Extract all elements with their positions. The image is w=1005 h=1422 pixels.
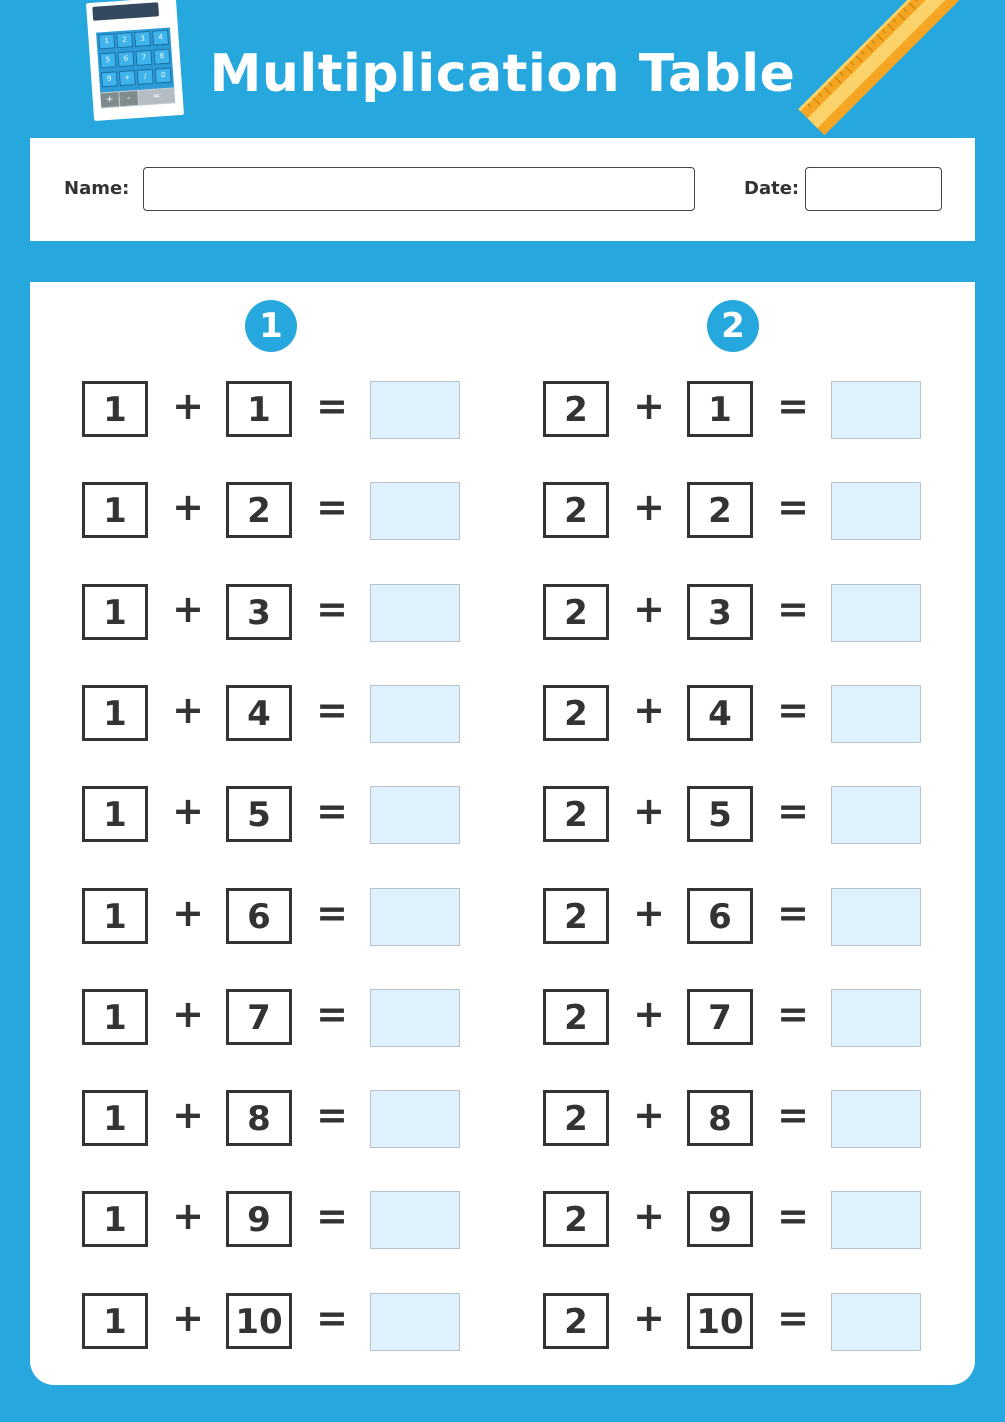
second-operand-box: 4 [226, 685, 292, 741]
equals-sign: = [777, 587, 809, 631]
second-operand-box: 7 [687, 989, 753, 1045]
first-operand-box: 2 [543, 685, 609, 741]
equals-sign: = [316, 1296, 348, 1340]
first-operand-box: 2 [543, 1090, 609, 1146]
equals-sign: = [777, 688, 809, 732]
equals-sign: = [316, 891, 348, 935]
equation-row [543, 1191, 923, 1251]
second-operand-box: 6 [226, 888, 292, 944]
first-operand-box: 2 [543, 381, 609, 437]
equation-row [82, 1293, 462, 1353]
equals-sign: = [777, 1194, 809, 1238]
operator-sign: + [633, 1296, 665, 1340]
equation-row [82, 786, 462, 846]
calculator-key: = [138, 88, 175, 104]
equals-sign: = [316, 789, 348, 833]
first-operand-box: 2 [543, 1293, 609, 1349]
calculator-key: / [137, 69, 154, 85]
operator-sign: + [633, 992, 665, 1036]
calculator-key: 7 [135, 50, 152, 66]
first-operand-box: 1 [82, 1191, 148, 1247]
second-operand-box: 2 [687, 482, 753, 538]
first-operand-box: 2 [543, 482, 609, 538]
second-operand-box: 3 [226, 584, 292, 640]
equation-row [543, 1090, 923, 1150]
first-operand-box: 1 [82, 989, 148, 1045]
second-operand-box: 10 [226, 1293, 292, 1349]
answer-box[interactable] [831, 381, 921, 439]
equation-row [82, 989, 462, 1049]
operator-sign: + [172, 1194, 204, 1238]
answer-box[interactable] [370, 381, 460, 439]
date-field[interactable] [805, 167, 942, 211]
operator-sign: + [633, 891, 665, 935]
operator-sign: + [172, 891, 204, 935]
equals-sign: = [777, 891, 809, 935]
operator-sign: + [172, 688, 204, 732]
equation-row [82, 584, 462, 644]
ruler-tick [877, 34, 884, 41]
equation-row [543, 1293, 923, 1353]
answer-box[interactable] [831, 786, 921, 844]
answer-box[interactable] [370, 482, 460, 540]
equals-sign: = [777, 1296, 809, 1340]
equals-sign: = [316, 587, 348, 631]
first-operand-box: 2 [543, 584, 609, 640]
operator-sign: + [633, 1093, 665, 1137]
second-operand-box: 9 [226, 1191, 292, 1247]
calculator-key: 5 [100, 52, 117, 68]
answer-box[interactable] [370, 888, 460, 946]
ruler-tick [887, 24, 894, 31]
date-label: Date: [744, 178, 800, 199]
equation-row [82, 685, 462, 745]
calculator-key: 9 [101, 71, 118, 87]
second-operand-box: 4 [687, 685, 753, 741]
answer-box[interactable] [831, 482, 921, 540]
equation-row [543, 584, 923, 644]
answer-box[interactable] [370, 584, 460, 642]
answer-box[interactable] [831, 1090, 921, 1148]
operator-sign: + [633, 587, 665, 631]
operator-sign: + [172, 992, 204, 1036]
equation-row [543, 482, 923, 542]
answer-box[interactable] [831, 584, 921, 642]
operator-sign: + [172, 1093, 204, 1137]
answer-box[interactable] [370, 1293, 460, 1351]
equation-row [82, 1090, 462, 1150]
operator-sign: + [172, 789, 204, 833]
equals-sign: = [316, 384, 348, 428]
ruler-tick [914, 0, 918, 1]
operator-sign: + [633, 485, 665, 529]
section-number-badge: 1 [245, 300, 297, 352]
ruler-tick [898, 13, 905, 20]
name-field[interactable] [143, 167, 695, 211]
operator-sign: + [172, 1296, 204, 1340]
ruler-tick [909, 2, 916, 9]
ruler-tick [903, 8, 907, 12]
equation-row [82, 381, 462, 441]
equation-row [82, 482, 462, 542]
answer-box[interactable] [831, 989, 921, 1047]
equals-sign: = [316, 485, 348, 529]
equals-sign: = [777, 384, 809, 428]
first-operand-box: 1 [82, 381, 148, 437]
equals-sign: = [316, 992, 348, 1036]
first-operand-box: 2 [543, 786, 609, 842]
equation-row [82, 888, 462, 948]
second-operand-box: 10 [687, 1293, 753, 1349]
first-operand-box: 1 [82, 685, 148, 741]
second-operand-box: 3 [687, 584, 753, 640]
answer-box[interactable] [831, 685, 921, 743]
equation-row [82, 1191, 462, 1251]
page-title: Multiplication Table [209, 44, 796, 104]
first-operand-box: 1 [82, 1090, 148, 1146]
first-operand-box: 1 [82, 1293, 148, 1349]
answer-box[interactable] [370, 989, 460, 1047]
calculator-key: + [100, 92, 119, 107]
first-operand-box: 2 [543, 1191, 609, 1247]
first-operand-box: 1 [82, 482, 148, 538]
second-operand-box: 5 [687, 786, 753, 842]
ruler-tick [893, 18, 897, 22]
operator-sign: + [633, 688, 665, 732]
calculator-key: 8 [153, 49, 170, 65]
equals-sign: = [777, 1093, 809, 1137]
first-operand-box: 1 [82, 786, 148, 842]
answer-box[interactable] [370, 786, 460, 844]
operator-sign: + [172, 485, 204, 529]
answer-box[interactable] [831, 888, 921, 946]
second-operand-box: 7 [226, 989, 292, 1045]
calculator-key: + [119, 70, 136, 86]
equals-sign: = [777, 485, 809, 529]
calculator-key: 0 [155, 68, 172, 84]
calculator-key: - [119, 91, 138, 106]
equals-sign: = [777, 789, 809, 833]
answer-box[interactable] [831, 1191, 921, 1249]
equals-sign: = [777, 992, 809, 1036]
answer-box[interactable] [370, 1191, 460, 1249]
equation-row [543, 685, 923, 745]
equals-sign: = [316, 688, 348, 732]
second-operand-box: 1 [687, 381, 753, 437]
first-operand-box: 2 [543, 888, 609, 944]
section-number-badge: 2 [707, 300, 759, 352]
operator-sign: + [633, 1194, 665, 1238]
equation-row [543, 381, 923, 441]
answer-box[interactable] [370, 1090, 460, 1148]
equals-sign: = [316, 1194, 348, 1238]
second-operand-box: 8 [687, 1090, 753, 1146]
second-operand-box: 1 [226, 381, 292, 437]
equals-sign: = [316, 1093, 348, 1137]
ruler-tick [882, 29, 886, 33]
second-operand-box: 6 [687, 888, 753, 944]
calculator-key: 6 [117, 51, 134, 67]
first-operand-box: 2 [543, 989, 609, 1045]
second-operand-box: 2 [226, 482, 292, 538]
calculator-key: 2 [116, 32, 133, 48]
first-operand-box: 1 [82, 888, 148, 944]
name-label: Name: [64, 178, 130, 199]
answer-box[interactable] [831, 1293, 921, 1351]
calculator-key: 3 [134, 31, 151, 47]
operator-sign: + [633, 789, 665, 833]
first-operand-box: 1 [82, 584, 148, 640]
equation-row [543, 989, 923, 1049]
equation-row [543, 786, 923, 846]
second-operand-box: 9 [687, 1191, 753, 1247]
second-operand-box: 8 [226, 1090, 292, 1146]
calculator-key: 4 [152, 30, 169, 46]
calculator-key: 1 [98, 33, 115, 49]
operator-sign: + [633, 384, 665, 428]
equation-row [543, 888, 923, 948]
second-operand-box: 5 [226, 786, 292, 842]
operator-sign: + [172, 384, 204, 428]
answer-box[interactable] [370, 685, 460, 743]
operator-sign: + [172, 587, 204, 631]
